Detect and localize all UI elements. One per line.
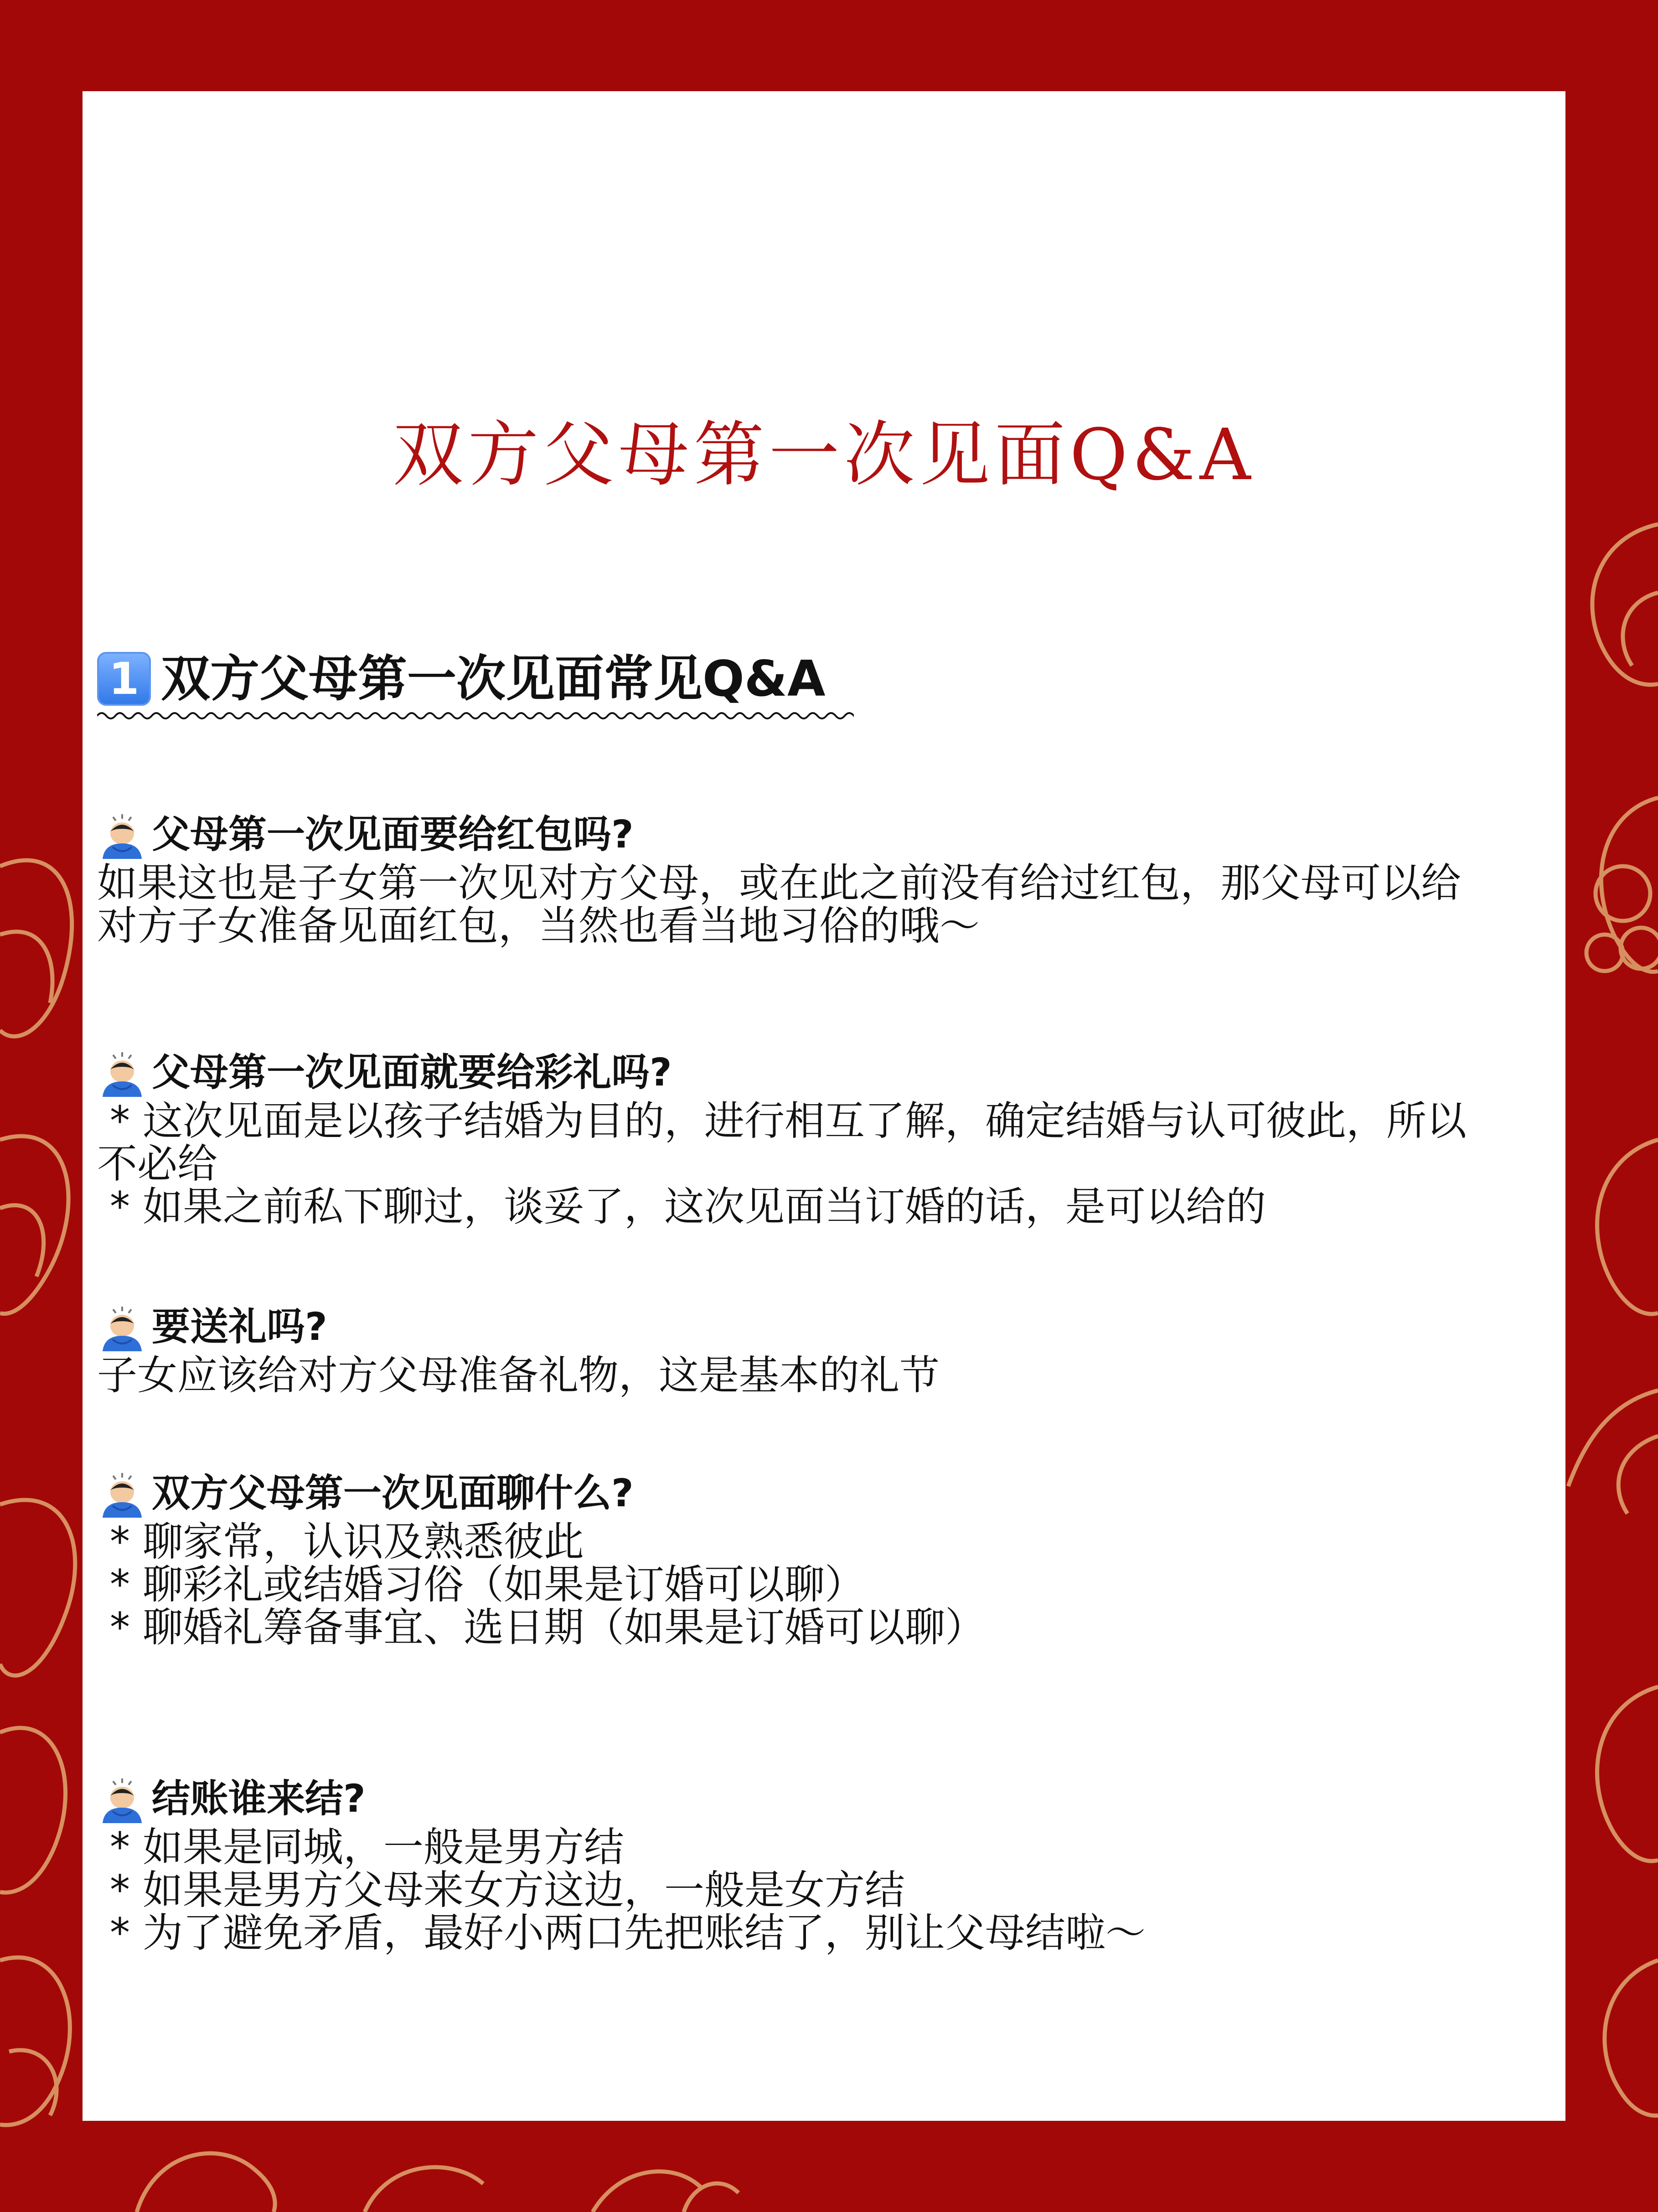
person-bowing-icon	[97, 1049, 147, 1099]
question-text: 父母第一次见面就要给彩礼吗?	[152, 1050, 672, 1095]
qa-item	[97, 1466, 1556, 1649]
question-text: 要送礼吗?	[152, 1304, 327, 1349]
person-bowing-icon	[97, 1775, 147, 1825]
question-row	[97, 1771, 1556, 1826]
person-bowing-icon	[97, 811, 147, 861]
page-title: 双方父母第一次见面Q&A	[393, 413, 1255, 496]
question-text: 父母第一次见面要给红包吗?	[152, 812, 634, 857]
answer-line: * 为了避免矛盾，最好小两口先把账结了，别让父母结啦～	[97, 1909, 1146, 1956]
question-row	[97, 1466, 1556, 1520]
qa-item	[97, 1299, 1556, 1397]
answer-line: 子女应该给对方父母准备礼物，这是基本的礼节	[97, 1352, 940, 1399]
question-row	[97, 1045, 1556, 1100]
answer-line: 对方子女准备见面红包，当然也看当地习俗的哦～	[97, 902, 980, 949]
content-card	[83, 91, 1565, 2121]
question-text: 结账谁来结?	[152, 1776, 366, 1821]
answer-line: * 如果是同城，一般是男方结	[97, 1824, 624, 1871]
qa-item	[97, 1045, 1556, 1228]
qa-item	[97, 1771, 1556, 1954]
person-bowing-icon	[97, 1303, 147, 1353]
answer-line: 如果这也是子女第一次见对方父母，或在此之前没有给过红包，那父母可以给	[97, 859, 1462, 906]
answer-line: * 聊彩礼或结婚习俗（如果是订婚可以聊）	[97, 1561, 865, 1608]
question-text: 双方父母第一次见面聊什么?	[152, 1471, 634, 1515]
qa-item	[97, 807, 1556, 947]
question-row	[97, 1299, 1556, 1354]
question-row	[97, 807, 1556, 862]
answer-line: * 这次见面是以孩子结婚为目的，进行相互了解，确定结婚与认可彼此，所以	[97, 1097, 1467, 1144]
answer-line: * 聊婚礼筹备事宜、选日期（如果是订婚可以聊）	[97, 1604, 985, 1651]
answer-line: 不必给	[97, 1140, 218, 1187]
person-bowing-icon	[97, 1469, 147, 1519]
answer-line: * 如果之前私下聊过，谈妥了，这次见面当订婚的话，是可以给的	[97, 1183, 1266, 1230]
section-title: 双方父母第一次见面常见Q&A	[161, 651, 826, 708]
wavy-underline	[97, 709, 854, 723]
answer-line: * 如果是男方父母来女方这边，一般是女方结	[97, 1866, 905, 1913]
answer-line: * 聊家常，认识及熟悉彼此	[97, 1518, 584, 1565]
keycap-one-icon: 1	[97, 652, 151, 706]
